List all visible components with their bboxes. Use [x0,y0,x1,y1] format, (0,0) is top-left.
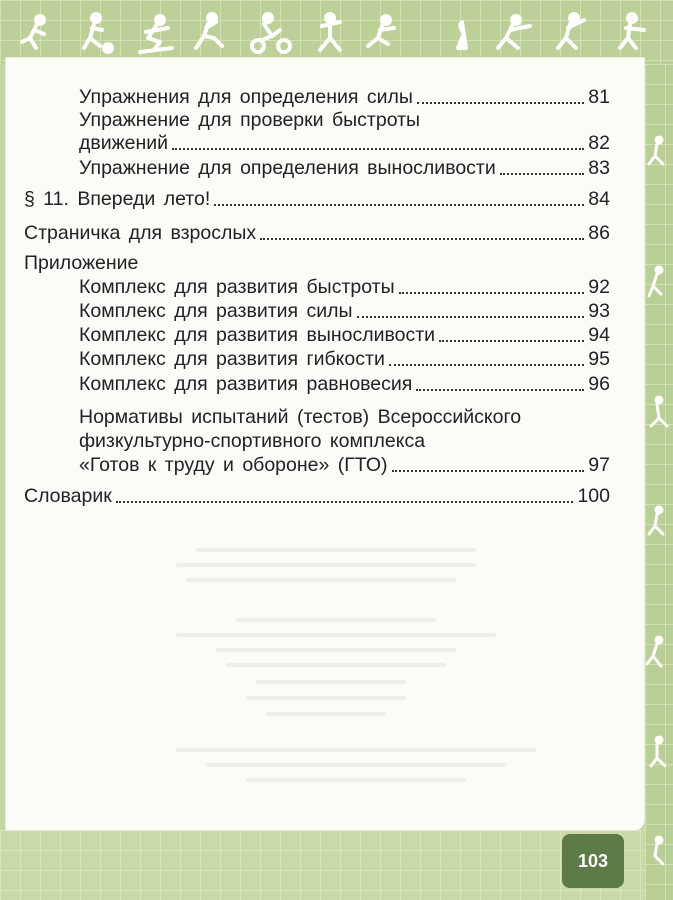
toc-entry [79,157,610,180]
toc-entry [24,188,610,211]
toc-entry [79,348,610,371]
show-through [186,578,456,582]
toc-entry-title: Словарик [24,485,112,507]
leader-dots [399,292,585,294]
toc-entry-title: § 11. Впереди лето! [24,188,211,210]
content-page [6,58,644,830]
show-through [266,712,386,716]
toc-entry [79,300,610,323]
gymnast-icon [320,14,340,50]
leader-dots [214,204,584,206]
toc-entry-title: Упражнения для определения силы [79,86,413,108]
toc-entry [79,86,610,109]
toc-entry-page: 82 [588,132,610,154]
show-through [256,680,406,684]
toc-entry-page: 84 [588,188,610,210]
toc-entry-page: 86 [588,222,610,244]
show-through [196,548,476,552]
soccer-icon [84,14,112,52]
sport-icons-top [0,8,673,58]
cyclist-icon [252,14,290,52]
toc-entry-page: 94 [588,324,610,346]
toc-entry [79,132,610,155]
toc-entry-title: движений [79,132,169,154]
leader-dots [260,238,584,240]
show-through [226,663,446,667]
bottom-decorative-band [0,830,645,900]
leader-dots [439,340,584,342]
toc-entry-page: 81 [588,86,610,108]
thrower-icon [558,14,584,48]
toc-entry-title: Упражнение для определения выносливости [79,157,496,179]
page-number-badge: 103 [562,834,624,888]
leader-dots [417,102,584,104]
leader-dots [416,389,584,391]
appendix-heading: Приложение [24,252,139,274]
toc-entry-title-line: Нормативы испытаний (тестов) Всероссийского [79,406,522,428]
show-through [246,778,466,782]
toc-entry-page: 93 [588,300,610,322]
leader-dots [392,470,585,472]
leader-dots [172,148,584,150]
skier-icon [140,16,172,52]
toc-entry [79,373,610,396]
toc-entry-title: «Готов к труду и обороне» (ГТО) [79,454,388,476]
toc-entry-page: 95 [588,348,610,370]
show-through [176,633,496,637]
toc-entry-title: Комплекс для развития быстроты [79,276,395,298]
show-through [206,763,506,767]
sport-icons-right [645,120,673,880]
toc-entry-title: Комплекс для развития равновесия [79,373,413,395]
show-through [216,648,456,652]
leader-dots [389,364,584,366]
show-through [176,748,536,752]
toc-entry-title: Комплекс для развития выносливости [79,324,436,346]
show-through [246,696,406,700]
toc-entry-page: 92 [588,276,610,298]
toc-entry-page: 100 [577,485,610,507]
toc-entry-title: Страничка для взрослых [24,222,257,244]
toc-entry-title: Комплекс для развития силы [79,300,353,322]
toc-entry [24,222,610,245]
toc-entry-title: Комплекс для развития гибкости [79,348,385,370]
toc-entry [79,454,610,477]
jumper-icon [368,16,394,46]
toc-entry-page: 83 [588,157,610,179]
leader-dots [357,316,585,318]
toc-entry [79,324,610,347]
fencer-icon [498,16,530,48]
dancer-icon [620,14,644,48]
leader-dots [116,501,574,503]
toc-entry-page: 96 [588,373,610,395]
leader-dots [500,173,585,175]
show-through [176,563,476,567]
hurdler-icon [196,14,222,48]
toc-entry [79,276,610,299]
toc-entry-title-line: физкультурно-спортивного комплекса [79,430,426,452]
toc-entry-page: 97 [588,454,610,476]
toc-entry-title-line: Упражнение для проверки быстроты [79,109,421,131]
runner-icon [22,16,44,48]
toc-entry [24,485,610,508]
show-through [236,618,436,622]
torch-icon [458,22,466,48]
